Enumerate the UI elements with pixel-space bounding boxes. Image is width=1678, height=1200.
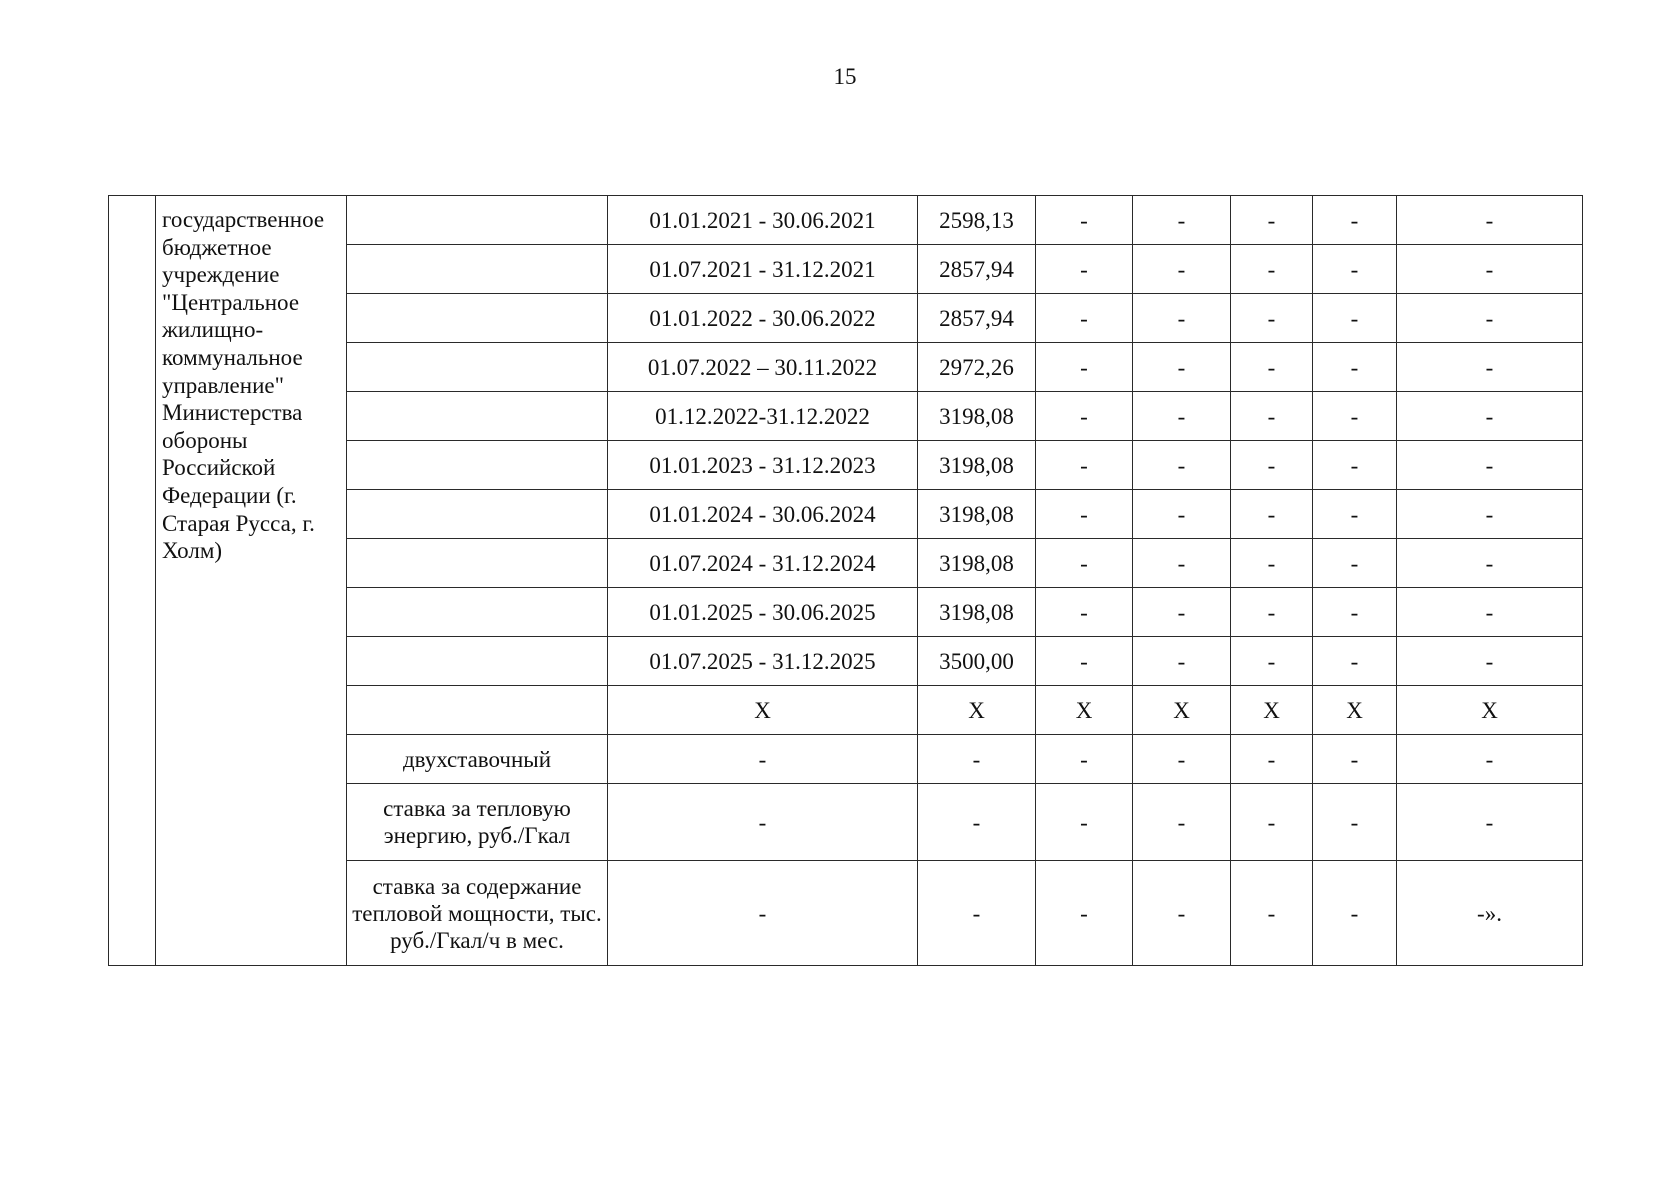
value-cell: -	[918, 861, 1036, 966]
x-cell: X	[608, 686, 918, 735]
value-cell: -	[1397, 392, 1583, 441]
tariff-value-cell: 2857,94	[918, 294, 1036, 343]
empty-cell	[347, 245, 608, 294]
value-cell: -	[1133, 735, 1231, 784]
value-cell: -	[1313, 490, 1397, 539]
value-cell: -	[1036, 784, 1133, 861]
value-cell: -	[1133, 784, 1231, 861]
value-cell: -	[1036, 539, 1133, 588]
tariff-value-cell: 2972,26	[918, 343, 1036, 392]
tariff-type-label: двухставочный	[347, 735, 608, 784]
value-cell: -	[1397, 735, 1583, 784]
tariff-value-cell: 2857,94	[918, 245, 1036, 294]
value-cell: -	[1231, 392, 1313, 441]
tariff-value-cell: 2598,13	[918, 196, 1036, 245]
value-cell: -	[1036, 861, 1133, 966]
value-cell: -	[1313, 294, 1397, 343]
value-cell: -	[918, 784, 1036, 861]
value-cell: -	[1036, 588, 1133, 637]
value-cell: -	[608, 784, 918, 861]
period-cell: 01.01.2024 - 30.06.2024	[608, 490, 918, 539]
value-cell: -	[1397, 539, 1583, 588]
value-cell: -	[1313, 392, 1397, 441]
value-cell: -	[1313, 343, 1397, 392]
value-cell: -	[1231, 196, 1313, 245]
value-cell: -	[1036, 392, 1133, 441]
period-cell: 01.07.2022 – 30.11.2022	[608, 343, 918, 392]
value-cell: -	[1133, 343, 1231, 392]
value-cell: -	[1231, 441, 1313, 490]
value-cell: -	[1231, 245, 1313, 294]
value-cell: -	[1231, 637, 1313, 686]
tariff-value-cell: 3198,08	[918, 588, 1036, 637]
value-cell: -	[1397, 294, 1583, 343]
period-cell: 01.01.2025 - 30.06.2025	[608, 588, 918, 637]
value-cell: -	[1397, 490, 1583, 539]
capacity-rate-label: ставка за содержание тепловой мощности, тыс. руб./Гкал/ч в мес.	[347, 861, 608, 966]
value-cell: -	[1036, 196, 1133, 245]
value-cell: -	[608, 735, 918, 784]
period-row	[109, 196, 1583, 245]
empty-cell	[347, 637, 608, 686]
value-cell: -	[1133, 196, 1231, 245]
period-cell: 01.01.2021 - 30.06.2021	[608, 196, 918, 245]
empty-cell	[347, 588, 608, 637]
tariff-table	[108, 195, 1583, 966]
value-cell: -	[1231, 539, 1313, 588]
value-cell: -	[1133, 861, 1231, 966]
value-cell: -	[1036, 441, 1133, 490]
value-cell: -	[1036, 490, 1133, 539]
value-cell: -	[1036, 294, 1133, 343]
value-cell: -	[1313, 196, 1397, 245]
tariff-value-cell: 3198,08	[918, 539, 1036, 588]
value-cell: -	[1397, 196, 1583, 245]
period-cell: 01.12.2022-31.12.2022	[608, 392, 918, 441]
x-cell: X	[1133, 686, 1231, 735]
value-cell: -	[1231, 735, 1313, 784]
period-cell: 01.07.2025 - 31.12.2025	[608, 637, 918, 686]
value-cell: -	[1133, 441, 1231, 490]
period-cell: 01.07.2024 - 31.12.2024	[608, 539, 918, 588]
tariff-value-cell: 3198,08	[918, 441, 1036, 490]
value-cell: -	[1397, 441, 1583, 490]
value-cell: -	[1133, 392, 1231, 441]
value-cell: -	[1313, 735, 1397, 784]
empty-cell	[347, 441, 608, 490]
value-cell: -	[1313, 245, 1397, 294]
value-cell: -	[1313, 539, 1397, 588]
x-cell: X	[918, 686, 1036, 735]
period-cell: 01.01.2023 - 31.12.2023	[608, 441, 918, 490]
value-cell: -	[1397, 637, 1583, 686]
value-cell: -	[1231, 294, 1313, 343]
empty-cell	[347, 686, 608, 735]
value-cell: -	[1133, 637, 1231, 686]
row-number-cell	[109, 196, 156, 966]
page-number: 15	[833, 64, 857, 89]
empty-cell	[347, 539, 608, 588]
x-cell: X	[1231, 686, 1313, 735]
tariff-value-cell: 3198,08	[918, 392, 1036, 441]
period-cell: 01.01.2022 - 30.06.2022	[608, 294, 918, 343]
organization-name: государственное бюджетное учреждение "Центральное жилищно-коммунальное управление" Министерства обороны Российской Федерации (г. Старая Русса, г. Холм)	[156, 196, 347, 966]
value-cell: -	[1231, 861, 1313, 966]
tariff-value-cell: 3500,00	[918, 637, 1036, 686]
value-cell: -	[1036, 343, 1133, 392]
value-cell: -».	[1397, 861, 1583, 966]
period-cell: 01.07.2021 - 31.12.2021	[608, 245, 918, 294]
empty-cell	[347, 392, 608, 441]
value-cell: -	[1231, 784, 1313, 861]
value-cell: -	[1313, 784, 1397, 861]
value-cell: -	[1133, 294, 1231, 343]
value-cell: -	[1397, 245, 1583, 294]
empty-cell	[347, 294, 608, 343]
value-cell: -	[1036, 637, 1133, 686]
empty-cell	[347, 196, 608, 245]
value-cell: -	[1313, 861, 1397, 966]
value-cell: -	[1133, 245, 1231, 294]
x-cell: X	[1036, 686, 1133, 735]
value-cell: -	[1133, 588, 1231, 637]
value-cell: -	[1231, 343, 1313, 392]
tariff-value-cell: 3198,08	[918, 490, 1036, 539]
x-cell: X	[1313, 686, 1397, 735]
value-cell: -	[918, 735, 1036, 784]
value-cell: -	[1036, 245, 1133, 294]
value-cell: -	[1313, 637, 1397, 686]
value-cell: -	[1313, 588, 1397, 637]
value-cell: -	[1133, 490, 1231, 539]
empty-cell	[347, 490, 608, 539]
value-cell: -	[1231, 490, 1313, 539]
value-cell: -	[1231, 588, 1313, 637]
x-cell: X	[1397, 686, 1583, 735]
energy-rate-label: ставка за тепловую энергию, руб./Гкал	[347, 784, 608, 861]
value-cell: -	[1313, 441, 1397, 490]
value-cell: -	[1397, 343, 1583, 392]
value-cell: -	[1036, 735, 1133, 784]
value-cell: -	[1133, 539, 1231, 588]
value-cell: -	[608, 861, 918, 966]
value-cell: -	[1397, 588, 1583, 637]
empty-cell	[347, 343, 608, 392]
value-cell: -	[1397, 784, 1583, 861]
